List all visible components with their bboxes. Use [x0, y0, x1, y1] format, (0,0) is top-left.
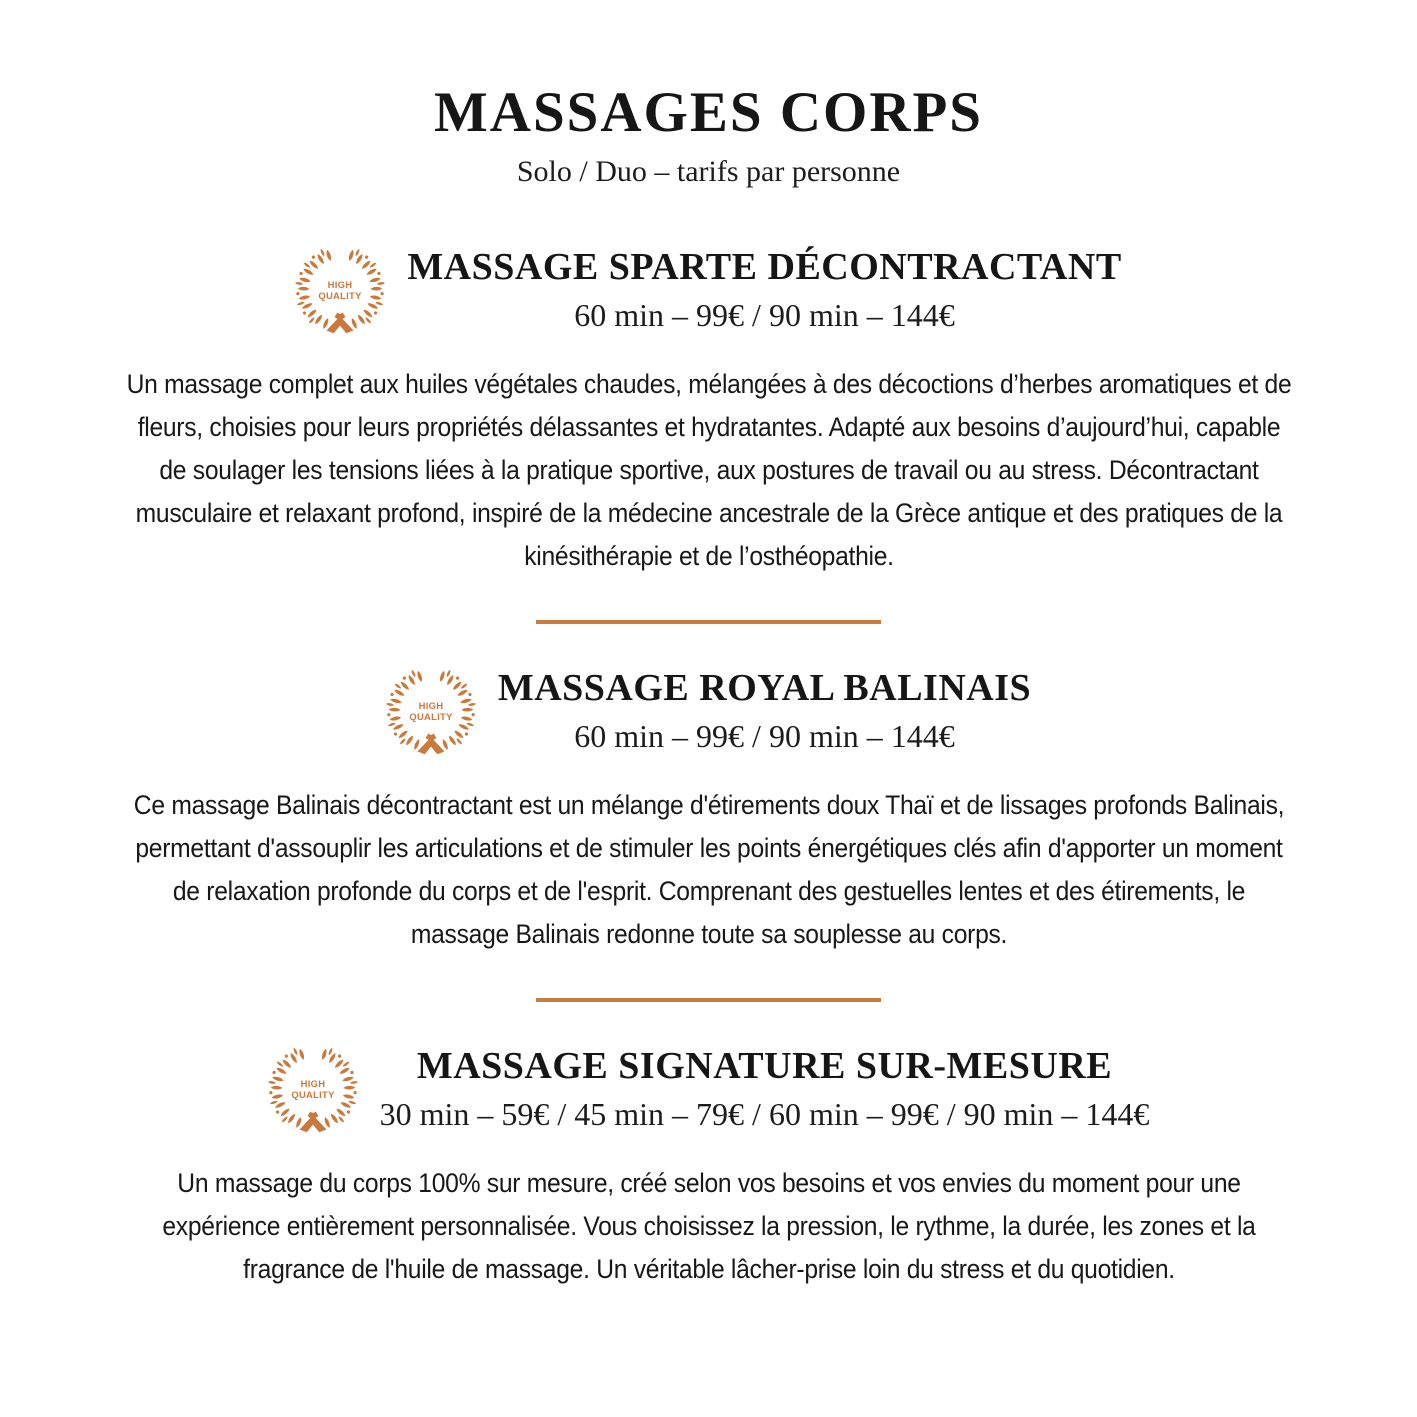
section-header	[0, 664, 1417, 758]
high-quality-laurel-wreath-icon	[386, 664, 476, 758]
page-header	[0, 0, 1417, 189]
high-quality-laurel-wreath-icon	[295, 243, 385, 337]
section-heading	[498, 667, 1031, 755]
section-divider	[536, 998, 881, 1002]
high-quality-laurel-wreath-icon	[268, 1042, 358, 1136]
section-massage-balinais	[0, 664, 1417, 956]
section-pricing: 60 min – 99€ / 90 min – 144€	[574, 296, 955, 333]
section-description: Un massage complet aux huiles végétales chaudes, mélangées à des décoctions d’herbes aromatiques et de fleurs, choisies pour leurs propriétés délassantes et hydratantes. Adapté aux besoins d’aujourd’hui, capable de soulager les tensions liées à la pratique sportive, aux postures de travail ou au stress. Décontractant musculaire et relaxant profond, inspiré de la médecine ancestrale de la Grèce antique et des pratiques de la kinésithérapie et de l’osthéopathie.	[126, 368, 1291, 571]
section-description: Ce massage Balinais décontractant est un mélange d'étirements doux Thaï et de lissages profonds Balinais, permettant d'assouplir les articulations et de stimuler les points énergétiques clés afin d'apporter un moment de relaxation profonde du corps et de l'esprit. Comprenant des gestuelles lentes et des étirements, le massage Balinais redonne toute sa souplesse au corps.	[133, 789, 1284, 949]
section-title: MASSAGE ROYAL BALINAIS	[497, 666, 1032, 709]
section-header	[0, 1042, 1417, 1136]
section-massage-signature	[0, 1042, 1417, 1291]
section-description: Un massage du corps 100% sur mesure, créé selon vos besoins et vos envies du moment pour une expérience entièrement personnalisée. Vous choisissez la pression, le rythme, la durée, les zones et la fragrance de l'huile de massage. Un véritable lâcher-prise loin du stress et du quotidien.	[161, 1167, 1256, 1284]
section-pricing: 30 min – 59€ / 45 min – 79€ / 60 min – 99€ / 90 min – 144€	[379, 1095, 1150, 1132]
section-pricing: 60 min – 99€ / 90 min – 144€	[574, 717, 955, 754]
section-title: MASSAGE SPARTE DÉCONTRACTANT	[407, 245, 1122, 288]
section-header	[0, 243, 1417, 337]
section-divider	[536, 620, 881, 624]
page-subtitle: Solo / Duo – tarifs par personne	[516, 154, 901, 188]
section-heading	[380, 1045, 1150, 1133]
page-title: MASSAGES CORPS	[433, 81, 983, 144]
section-massage-sparte	[0, 243, 1417, 578]
section-heading	[407, 246, 1121, 334]
section-title: MASSAGE SIGNATURE SUR-MESURE	[416, 1044, 1113, 1087]
